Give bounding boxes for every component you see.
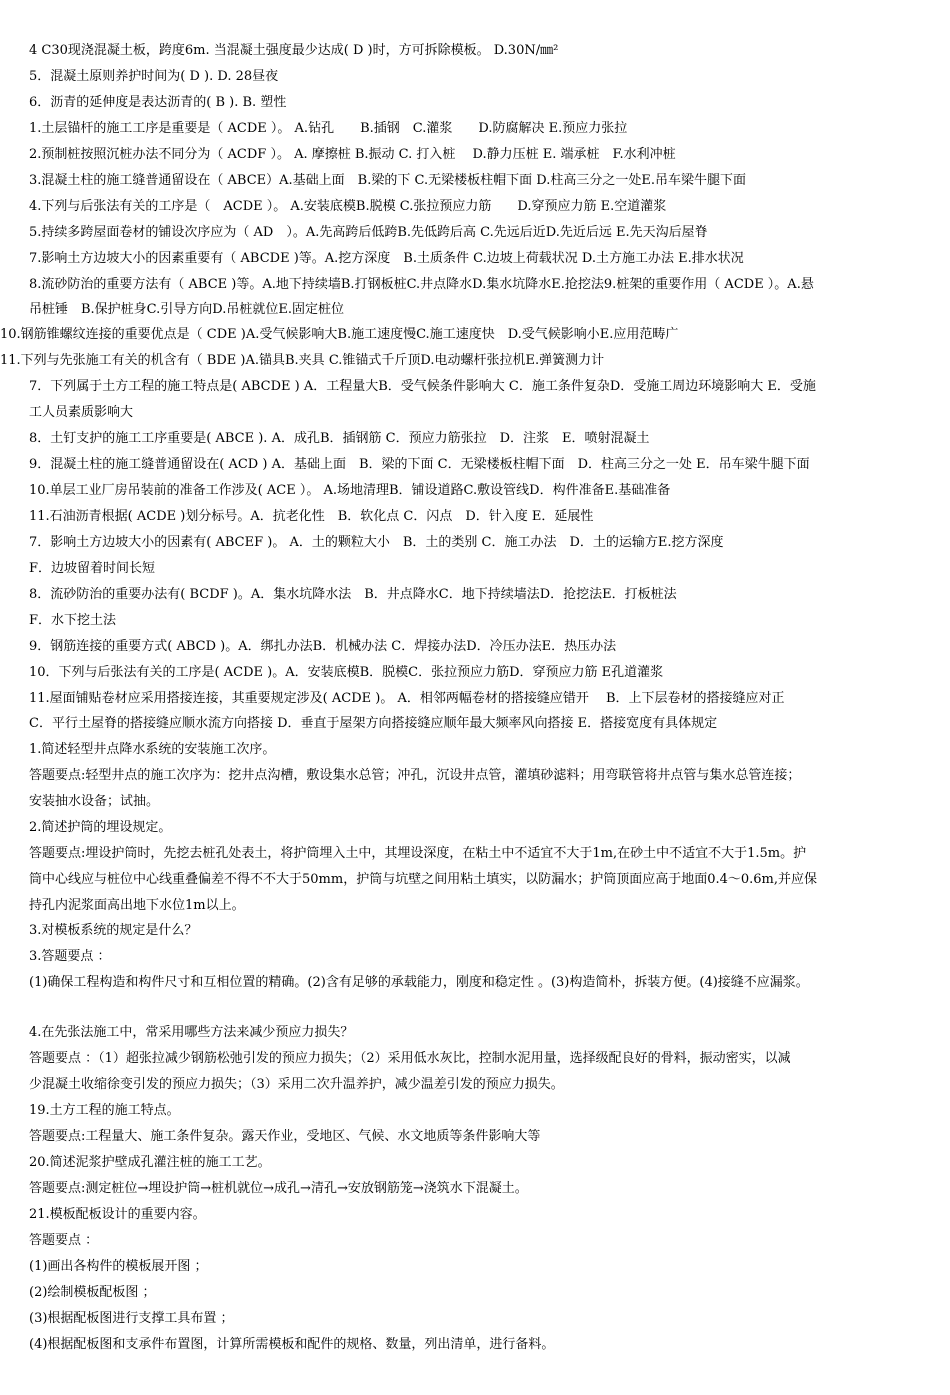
text-line: 少混凝土收缩徐变引发的预应力损失；（3）采用二次升温养护，减少温差引发的预应力损失。: [29, 1077, 564, 1092]
text-line: 答题要点:测定桩位→埋设护筒→桩机就位→成孔→清孔→安放钢筋笼→浇筑水下混凝土。: [29, 1181, 528, 1196]
text-line: 答题要点:轻型井点的施工次序为：挖井点沟槽，敷设集水总管；冲孔，沉设井点管，灌填砂滤料；用弯联管将井点管与集水总管连接；: [29, 768, 801, 783]
text-line: F．边坡留着时间长短: [29, 561, 156, 576]
text-line: 持孔内泥浆面高出地下水位1m以上。: [29, 898, 245, 913]
text-line: 8.流砂防治的重要方法有（ ABCE )等。A.地下持续墙B.打钢板桩C.井点降水D.集水坑降水E.抢挖法9.桩架的重要作用（ ACDE ）。A.悬: [29, 277, 814, 292]
text-line: (2)绘制模板配板图 ；: [29, 1285, 156, 1300]
text-line: 11.石油沥青根据( ACDE )划分标号。A．抗老化性 B．软化点 C．闪点 D．针入度 E．延展性: [29, 509, 594, 524]
text-line: 11.屋面铺贴卷材应采用搭接连接，其重要规定涉及( ACDE )。 A．相邻两幅卷材的搭接缝应错开 B．上下层卷材的搭接缝应对正: [29, 691, 785, 706]
text-line: 3.对模板系统的规定是什么？: [29, 923, 198, 938]
text-line: 10.单层工业厂房吊装前的准备工作涉及( ACE ）。 A.场地清理B．铺设道路C.敷设管线D．构件准备E.基础准备: [29, 483, 671, 498]
text-line: 答题要点 ：: [29, 1233, 99, 1248]
text-line: 5.持续多跨屋面卷材的铺设次序应为（ AD ）。A.先高跨后低跨B.先低跨后高 C.先远后近D.先近后远 E.先天沟后屋脊: [29, 225, 708, 240]
text-line: 20.简述泥浆护壁成孔灌注桩的施工工艺。: [29, 1155, 271, 1170]
text-line: 3.答题要点 ：: [29, 949, 111, 964]
text-line: 11.下列与先张施工有关的机含有（ BDE )A.锚具B.夹具 C.锥锚式千斤顶D.电动螺杆张拉机E.弹簧测力计: [0, 353, 605, 368]
text-line: 筒中心线应与桩位中心线重叠偏差不得不不大于50mm，护筒与坑壁之间用粘土填实，以防漏水；护筒顶面应高于地面0.4～0.6m,并应保: [29, 872, 818, 887]
text-line: 安装抽水设备；试抽。: [29, 794, 160, 809]
text-line: (3)根据配板图进行支撑工具布置 ；: [29, 1311, 234, 1326]
text-line: 19.土方工程的施工特点。: [29, 1103, 180, 1118]
text-line: 9．混凝土柱的施工缝普通留设在( ACD ) A．基础上面 B．梁的下面 C．无梁楼板柱帽下面 D．柱高三分之一处 E．吊车梁牛腿下面: [29, 457, 810, 472]
text-line: 2.简述护筒的埋设规定。: [29, 820, 172, 835]
text-line: 10．下列与后张法有关的工序是( ACDE )。A．安装底模B．脱模C．张拉预应力筋D．穿预应力筋 E孔道灌浆: [29, 665, 664, 680]
text-line: 工人员素质影响大: [29, 405, 134, 420]
text-line: 4.在先张法施工中，常采用哪些方法来减少预应力损失？: [29, 1025, 354, 1040]
text-line: 10.钢筋锥螺纹连接的重要优点是（ CDE )A.受气候影响大B.施工速度慢C.施工速度快 D.受气候影响小E.应用范畴广: [0, 327, 679, 342]
text-line: 答题要点:埋设护筒时，先挖去桩孔处表土，将护筒埋入土中，其埋设深度，在粘土中不适宜不大于1m,在砂土中不适宜不大于1.5m。护: [29, 846, 807, 861]
text-line: 4.下列与后张法有关的工序是（ ACDE ）。 A.安装底模B.脱模 C.张拉预应力筋 D.穿预应力筋 E.空道灌浆: [29, 199, 667, 214]
text-line: 吊桩锤 B.保护桩身C.引导方向D.吊桩就位E.固定桩位: [29, 302, 345, 317]
text-line: 5．混凝土原则养护时间为( D ). D. 28昼夜: [29, 69, 279, 84]
text-line: F．水下挖土法: [29, 613, 117, 628]
text-line: (1)确保工程构造和构件尺寸和互相位置的精确。(2)含有足够的承载能力，刚度和稳定性 。(3)构造简朴，拆装方便。(4)接缝不应漏浆。: [29, 975, 809, 990]
text-line: 9．钢筋连接的重要方式( ABCD )。A．绑扎办法B．机械办法 C．焊接办法D．冷压办法E．热压办法: [29, 639, 617, 654]
text-line: C．平行土屋脊的搭接缝应顺水流方向搭接 D．垂直于屋架方向搭接缝应顺年最大频率风向搭接 E．搭接宽度有具体规定: [29, 716, 718, 731]
text-line: 答题要点:工程量大、施工条件复杂。露天作业，受地区、气候、水文地质等条件影响大等: [29, 1129, 541, 1144]
text-line: 7．下列属于土方工程的施工特点是( ABCDE ) A．工程量大B．受气候条件影响大 C．施工条件复杂D．受施工周边环境影响大 E．受施: [29, 379, 816, 394]
text-line: 3.混凝土柱的施工缝普通留设在（ ABCE）A.基础上面 B.梁的下 C.无梁楼板柱帽下面 D.柱高三分之一处E.吊车梁牛腿下面: [29, 173, 746, 188]
text-line: 21.模板配板设计的重要内容。: [29, 1207, 206, 1222]
text-line: 8．土钉支护的施工工序重要是( ABCE ). A．成孔B．插钢筋 C．预应力筋张拉 D．注浆 E．喷射混凝土: [29, 431, 650, 446]
text-line: 2.预制桩按照沉桩办法不同分为（ ACDF ）。 A. 摩擦桩 B.振动 C. 打入桩 D.静力压桩 E. 端承桩 F.水利冲桩: [29, 147, 676, 162]
text-line: 答题要点 ：（1）超张拉减少钢筋松弛引发的预应力损失；（2）采用低水灰比，控制水泥用量，选择级配良好的骨料，振动密实，以减: [29, 1051, 791, 1066]
text-line: 4 C30现浇混凝土板，跨度6m. 当混凝土强度最少达成( D )时，方可拆除模板。 D.30N/㎜²: [29, 43, 559, 58]
text-line: 1.简述轻型井点降水系统的安装施工次序。: [29, 742, 276, 757]
text-line: 1.土层锚杆的施工工序是重要是（ ACDE ）。 A.钻孔 B.插钢 C.灌浆 D.防腐解决 E.预应力张拉: [29, 121, 628, 136]
text-line: 7．影响土方边坡大小的因素有( ABCEF )。 A．土的颗粒大小 B．土的类别 C．施工办法 D．土的运输方E.挖方深度: [29, 535, 724, 550]
text-line: (4)根据配板图和支承件布置图，计算所需模板和配件的规格、数量，列出清单，进行备料。: [29, 1337, 555, 1352]
text-line: 8．流砂防治的重要办法有( BCDF )。A．集水坑降水法 B．井点降水C．地下持续墙法D．抢挖法E．打板桩法: [29, 587, 677, 602]
text-line: (1)画出各构件的模板展开图 ；: [29, 1259, 208, 1274]
text-line: 7.影响土方边坡大小的因素重要有（ ABCDE )等。A.挖方深度 B.土质条件 C.边坡上荷载状况 D.土方施工办法 E.排水状况: [29, 251, 744, 266]
text-line: 6．沥青的延伸度是表达沥青的( B ). B. 塑性: [29, 95, 287, 110]
